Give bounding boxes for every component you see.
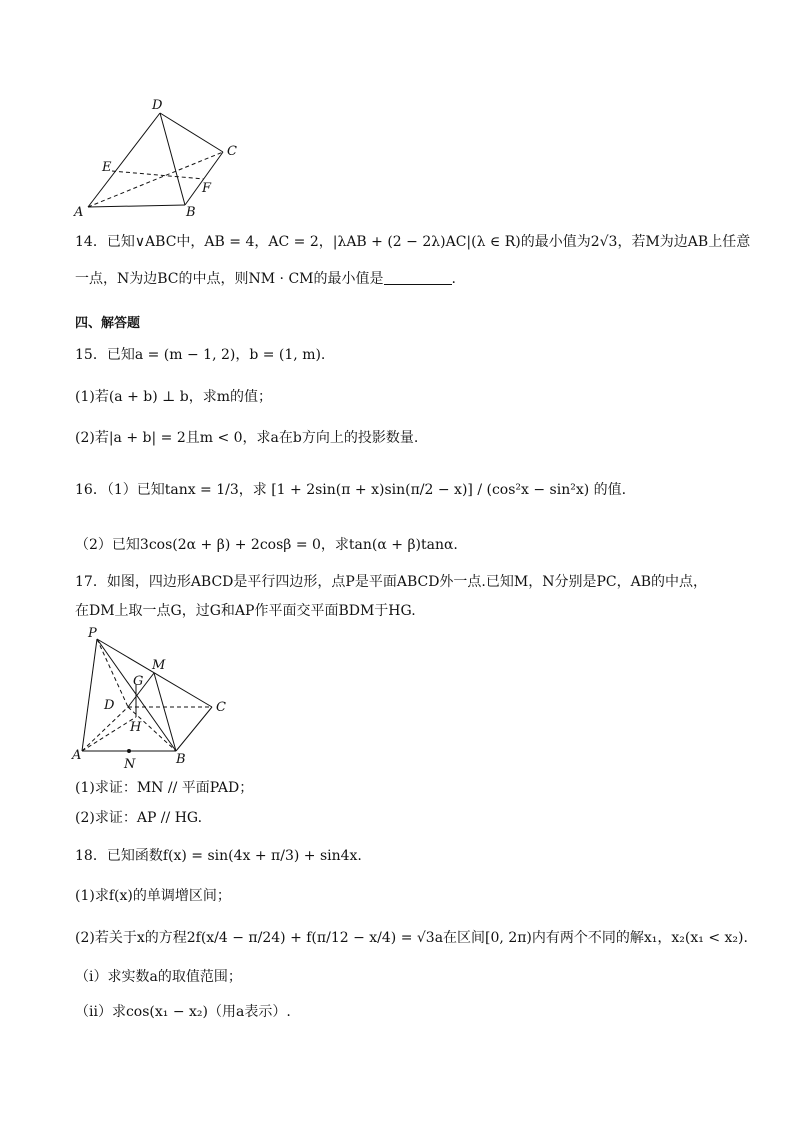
- q18-part2-ii: （ii）求cos(x₁ − x₂)（用a表示）.: [75, 1004, 291, 1020]
- label-M: M: [152, 658, 166, 673]
- segment-EF-dashed: [112, 171, 204, 179]
- q17-part2: (2)求证：AP // HG.: [75, 810, 203, 826]
- label-E: E: [102, 160, 112, 175]
- q15-stem: 15．已知a = (m − 1, 2)，b = (1, m).: [75, 347, 326, 363]
- q18-stem: 18．已知函数f(x) = sin(4x + π/3) + sin4x.: [75, 848, 362, 864]
- q17-line2: 在DM上取一点G，过G和AP作平面交平面BDM于HG.: [75, 603, 416, 619]
- label-B: B: [186, 205, 196, 220]
- point-N: [127, 749, 131, 753]
- label-H: H: [130, 720, 142, 735]
- label-D: D: [152, 98, 163, 113]
- q14-line1: 14．已知∨ABC中，AB = 4，AC = 2，|λAB + (2 − 2λ)AC|(λ ∈ R)的最小值为2√3，若M为边AB上任意: [75, 234, 751, 250]
- q16-part1: 16．（1）已知tanx = 1/3，求 [1 + 2sin(π + x)sin(π/2 − x)] / (cos²x − sin²x) 的值.: [75, 482, 627, 498]
- label-A: A: [72, 748, 82, 763]
- edge-AH-dashed: [82, 717, 136, 751]
- q18-part2: (2)若关于x的方程2f(x/4 − π/24) + f(π/12 − x/4) = √3a在区间[0, 2π)内有两个不同的解x₁，x₂(x₁ < x₂).: [75, 930, 748, 946]
- edge-AD-dashed: [82, 707, 128, 751]
- label-G: G: [133, 674, 144, 689]
- answer-blank[interactable]: [384, 270, 452, 285]
- q15-part2: (2)若|a + b| = 2且m < 0，求a在b方向上的投影数量.: [75, 430, 419, 446]
- label-C: C: [227, 144, 237, 159]
- q17-part1: (1)求证：MN // 平面PAD；: [75, 780, 254, 796]
- q16-part2: （2）已知3cos(2α + β) + 2cosβ = 0，求tan(α + β)tanα.: [75, 537, 458, 553]
- q18-part1: (1)求f(x)的单调增区间；: [75, 888, 231, 904]
- edge-MB: [154, 673, 176, 751]
- label-C: C: [216, 700, 226, 715]
- label-B: B: [176, 752, 186, 767]
- edge-AD: [88, 113, 160, 207]
- label-F: F: [202, 181, 212, 196]
- label-N: N: [124, 757, 136, 770]
- q14-line2-end: .: [451, 271, 456, 287]
- tetrahedron-figure: [70, 95, 250, 220]
- pyramid-figure: [70, 625, 240, 770]
- edge-AB: [88, 205, 185, 207]
- edge-PD-dashed: [97, 639, 128, 707]
- q14-line2: [75, 269, 456, 289]
- label-D: D: [104, 698, 115, 713]
- q15-part1: (1)若(a + b) ⊥ b，求m的值；: [75, 389, 272, 405]
- label-P: P: [88, 626, 97, 641]
- label-A: A: [74, 205, 84, 220]
- edge-BC: [176, 707, 212, 751]
- section-title: 四、解答题: [75, 316, 141, 331]
- q17-line1: 17．如图，四边形ABCD是平行四边形，点P是平面ABCD外一点.已知M，N分别是PC，AB的中点，: [75, 574, 707, 590]
- edge-PA: [82, 639, 97, 751]
- q18-part2-i: （i）求实数a的取值范围；: [75, 969, 242, 985]
- q14-line2-text: 一点，N为边BC的中点，则NM · CM的最小值是: [75, 271, 384, 287]
- edge-DB: [160, 113, 185, 205]
